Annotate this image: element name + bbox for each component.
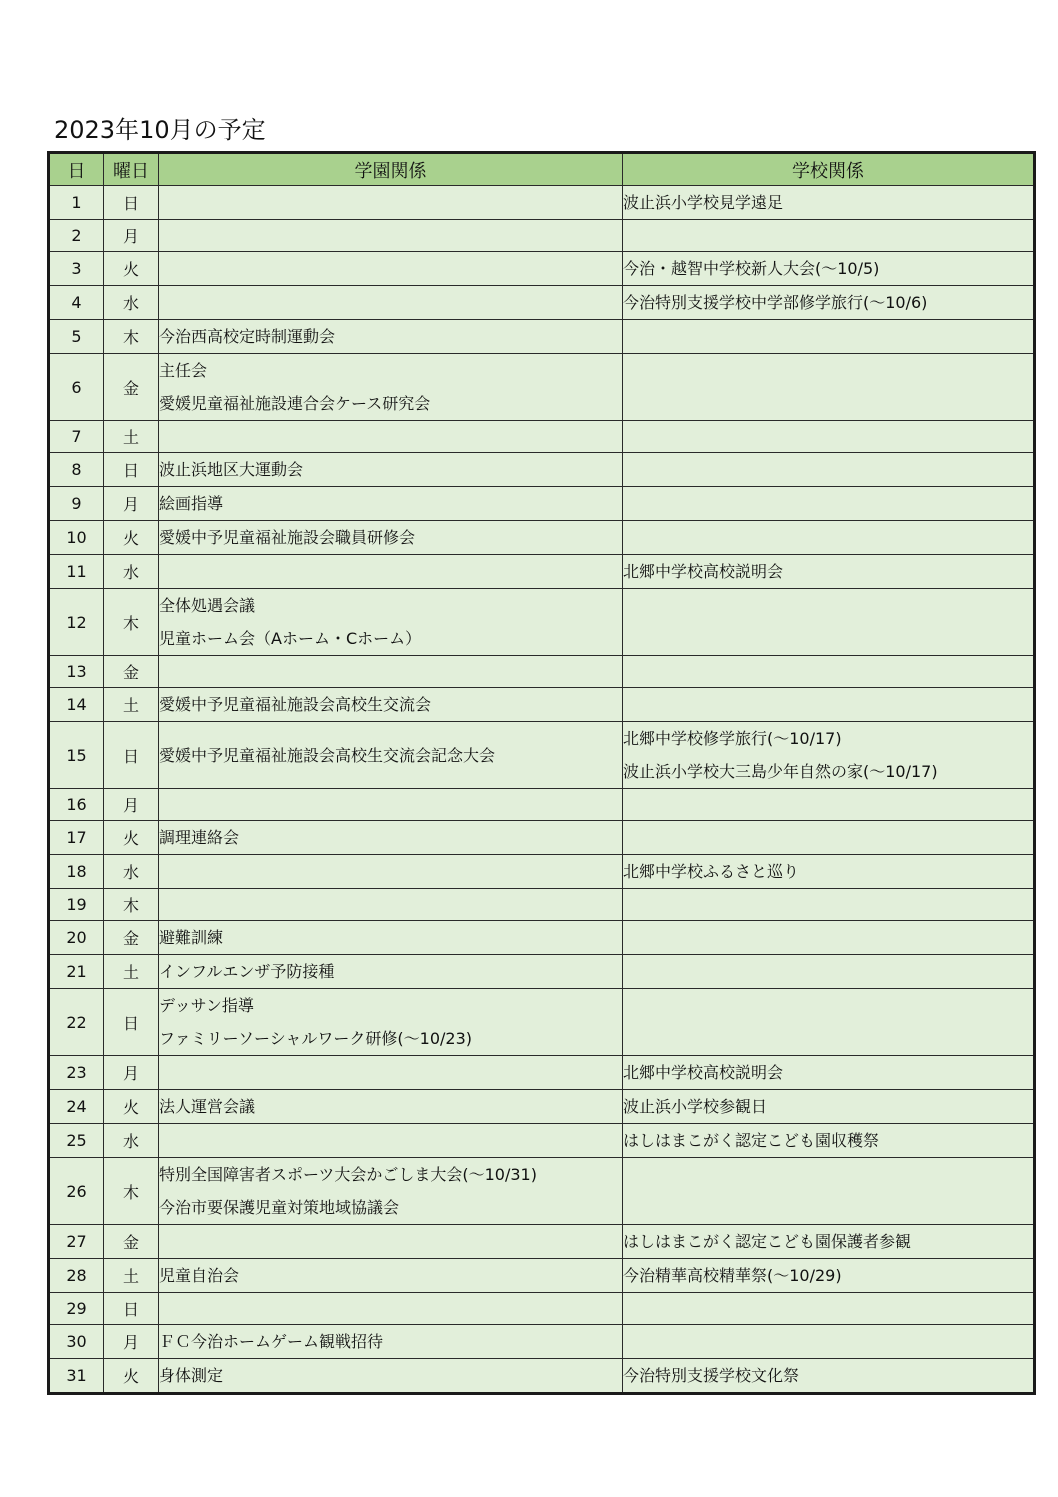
table-row (49, 589, 1035, 656)
gakko-event: 北郷中学校高校説明会 (623, 1063, 784, 1082)
gakuen-cell (159, 1225, 623, 1259)
gakko-event: 北郷中学校修学旅行(〜10/17) (623, 729, 842, 748)
table-row (49, 1259, 1035, 1293)
gakko-cell (623, 555, 1035, 589)
table-row (49, 989, 1035, 1056)
gakuen-cell (159, 688, 623, 722)
weekday-cell: 日 (104, 186, 159, 220)
gakko-event: はしはまこがく認定こども園収穫祭 (623, 1131, 880, 1150)
weekday-cell: 火 (104, 521, 159, 555)
weekday-cell: 火 (104, 821, 159, 855)
gakko-cell (623, 955, 1035, 989)
gakko-cell (623, 855, 1035, 889)
gakuen-event: 児童自治会 (159, 1266, 240, 1285)
weekday-cell: 木 (104, 589, 159, 656)
weekday-cell: 水 (104, 555, 159, 589)
gakuen-cell (159, 1259, 623, 1293)
gakuen-event: 波止浜地区大運動会 (159, 460, 304, 479)
table-row (49, 688, 1035, 722)
weekday-cell: 金 (104, 1225, 159, 1259)
day-cell: 9 (49, 487, 104, 521)
gakuen-cell (159, 1325, 623, 1359)
gakko-cell (623, 186, 1035, 220)
weekday-cell: 木 (104, 889, 159, 921)
day-cell: 7 (49, 421, 104, 453)
weekday-cell: 木 (104, 1158, 159, 1225)
gakuen-cell (159, 220, 623, 252)
weekday-cell: 土 (104, 688, 159, 722)
weekday-cell: 日 (104, 722, 159, 789)
weekday-cell: 月 (104, 1056, 159, 1090)
weekday-cell: 水 (104, 1124, 159, 1158)
gakuen-cell (159, 656, 623, 688)
table-row (49, 1225, 1035, 1259)
gakko-event: 今治特別支援学校文化祭 (623, 1366, 800, 1385)
gakuen-cell (159, 453, 623, 487)
weekday-cell: 火 (104, 1359, 159, 1394)
day-cell: 12 (49, 589, 104, 656)
gakko-event: 今治・越智中学校新人大会(〜10/5) (623, 259, 880, 278)
weekday-cell: 月 (104, 1325, 159, 1359)
schedule-body (49, 186, 1035, 1394)
gakko-event: はしはまこがく認定こども園保護者参観 (623, 1232, 912, 1251)
day-cell: 16 (49, 789, 104, 821)
gakuen-event: 身体測定 (159, 1366, 224, 1385)
gakuen-cell (159, 1124, 623, 1158)
gakuen-event: 児童ホーム会（Aホーム・Cホーム） (159, 629, 422, 648)
table-row (49, 921, 1035, 955)
weekday-cell: 月 (104, 487, 159, 521)
day-cell: 18 (49, 855, 104, 889)
day-cell: 4 (49, 286, 104, 320)
table-row (49, 1124, 1035, 1158)
gakko-cell (623, 821, 1035, 855)
gakko-cell (623, 1259, 1035, 1293)
gakuen-cell (159, 955, 623, 989)
day-cell: 8 (49, 453, 104, 487)
day-cell: 29 (49, 1293, 104, 1325)
weekday-cell: 土 (104, 421, 159, 453)
gakuen-cell (159, 555, 623, 589)
weekday-cell: 火 (104, 1090, 159, 1124)
gakuen-cell (159, 1158, 623, 1225)
gakko-cell (623, 889, 1035, 921)
header-gakuen: 学園関係 (159, 153, 623, 186)
day-cell: 21 (49, 955, 104, 989)
gakko-cell (623, 656, 1035, 688)
gakuen-event: 法人運営会議 (159, 1097, 256, 1116)
gakuen-cell (159, 1293, 623, 1325)
weekday-cell: 月 (104, 220, 159, 252)
gakuen-cell (159, 487, 623, 521)
gakuen-cell (159, 589, 623, 656)
gakko-cell (623, 789, 1035, 821)
table-row (49, 286, 1035, 320)
weekday-cell: 月 (104, 789, 159, 821)
table-row (49, 220, 1035, 252)
gakko-cell (623, 521, 1035, 555)
gakko-cell (623, 354, 1035, 421)
day-cell: 5 (49, 320, 104, 354)
day-cell: 20 (49, 921, 104, 955)
table-row (49, 320, 1035, 354)
gakko-event: 波止浜小学校大三島少年自然の家(〜10/17) (623, 762, 938, 781)
header-row (49, 153, 1035, 186)
gakko-cell (623, 1325, 1035, 1359)
gakuen-cell (159, 1090, 623, 1124)
gakuen-event: 愛媛中予児童福祉施設会高校生交流会 (159, 695, 432, 714)
header-dow: 曜日 (104, 153, 159, 186)
gakko-event: 波止浜小学校見学遠足 (623, 193, 784, 212)
gakuen-cell (159, 855, 623, 889)
header-gakko: 学校関係 (623, 153, 1035, 186)
gakuen-cell (159, 1359, 623, 1394)
day-cell: 24 (49, 1090, 104, 1124)
day-cell: 25 (49, 1124, 104, 1158)
weekday-cell: 土 (104, 955, 159, 989)
gakuen-cell (159, 921, 623, 955)
gakko-event: 今治特別支援学校中学部修学旅行(〜10/6) (623, 293, 928, 312)
gakko-event: 北郷中学校ふるさと巡り (623, 862, 800, 881)
day-cell: 22 (49, 989, 104, 1056)
gakko-cell (623, 421, 1035, 453)
gakko-cell (623, 286, 1035, 320)
gakuen-cell (159, 1056, 623, 1090)
day-cell: 27 (49, 1225, 104, 1259)
gakuen-cell (159, 821, 623, 855)
gakuen-event: ＦＣ今治ホームゲーム観戦招待 (159, 1332, 384, 1351)
header-day: 日 (49, 153, 104, 186)
gakuen-cell (159, 889, 623, 921)
gakko-cell (623, 722, 1035, 789)
gakuen-event: 全体処遇会議 (159, 596, 256, 615)
table-row (49, 487, 1035, 521)
table-row (49, 1158, 1035, 1225)
weekday-cell: 日 (104, 453, 159, 487)
gakko-cell (623, 1225, 1035, 1259)
gakuen-event: デッサン指導 (159, 996, 254, 1015)
weekday-cell: 金 (104, 921, 159, 955)
gakko-cell (623, 320, 1035, 354)
gakko-event: 波止浜小学校参観日 (623, 1097, 768, 1116)
table-row (49, 421, 1035, 453)
gakko-cell (623, 1056, 1035, 1090)
gakuen-cell (159, 722, 623, 789)
table-row (49, 1090, 1035, 1124)
gakuen-event: 今治西高校定時制運動会 (159, 327, 336, 346)
day-cell: 30 (49, 1325, 104, 1359)
gakuen-cell (159, 320, 623, 354)
gakko-cell (623, 1293, 1035, 1325)
table-row (49, 453, 1035, 487)
gakko-cell (623, 1090, 1035, 1124)
gakuen-event: 愛媛中予児童福祉施設会職員研修会 (159, 528, 416, 547)
gakuen-cell (159, 252, 623, 286)
gakuen-event: 今治市要保護児童対策地域協議会 (159, 1198, 400, 1217)
gakuen-event: ファミリーソーシャルワーク研修(〜10/23) (159, 1029, 472, 1048)
gakko-cell (623, 589, 1035, 656)
day-cell: 6 (49, 354, 104, 421)
gakko-cell (623, 1359, 1035, 1394)
gakuen-cell (159, 186, 623, 220)
weekday-cell: 日 (104, 1293, 159, 1325)
day-cell: 3 (49, 252, 104, 286)
day-cell: 13 (49, 656, 104, 688)
weekday-cell: 水 (104, 286, 159, 320)
table-row (49, 1325, 1035, 1359)
day-cell: 28 (49, 1259, 104, 1293)
table-row (49, 521, 1035, 555)
gakuen-event: インフルエンザ予防接種 (159, 962, 335, 981)
gakuen-cell (159, 286, 623, 320)
gakuen-event: 愛媛中予児童福祉施設会高校生交流会記念大会 (159, 745, 496, 765)
gakuen-cell (159, 421, 623, 453)
gakko-cell (623, 1124, 1035, 1158)
day-cell: 2 (49, 220, 104, 252)
weekday-cell: 火 (104, 252, 159, 286)
gakuen-event: 避難訓練 (159, 928, 224, 947)
day-cell: 10 (49, 521, 104, 555)
gakko-cell (623, 989, 1035, 1056)
day-cell: 11 (49, 555, 104, 589)
gakko-cell (623, 921, 1035, 955)
gakko-cell (623, 220, 1035, 252)
table-row (49, 656, 1035, 688)
gakuen-cell (159, 354, 623, 421)
table-row (49, 855, 1035, 889)
gakuen-cell (159, 521, 623, 555)
gakko-cell (623, 1158, 1035, 1225)
gakuen-event: 愛媛児童福祉施設連合会ケース研究会 (159, 394, 431, 413)
gakko-cell (623, 453, 1035, 487)
day-cell: 1 (49, 186, 104, 220)
gakko-cell (623, 688, 1035, 722)
table-row (49, 722, 1035, 789)
gakuen-event: 調理連絡会 (159, 828, 240, 847)
gakko-event: 北郷中学校高校説明会 (623, 562, 784, 581)
day-cell: 17 (49, 821, 104, 855)
day-cell: 19 (49, 889, 104, 921)
day-cell: 31 (49, 1359, 104, 1394)
table-row (49, 789, 1035, 821)
table-row (49, 1359, 1035, 1394)
table-row (49, 889, 1035, 921)
gakuen-event: 特別全国障害者スポーツ大会かごしま大会(〜10/31) (159, 1165, 537, 1184)
table-row (49, 186, 1035, 220)
weekday-cell: 金 (104, 354, 159, 421)
gakuen-event: 主任会 (159, 361, 208, 380)
table-row (49, 955, 1035, 989)
table-row (49, 354, 1035, 421)
weekday-cell: 木 (104, 320, 159, 354)
weekday-cell: 土 (104, 1259, 159, 1293)
schedule-table (47, 151, 1036, 1395)
table-row (49, 1293, 1035, 1325)
gakko-cell (623, 487, 1035, 521)
table-row (49, 555, 1035, 589)
gakko-event: 今治精華高校精華祭(〜10/29) (623, 1266, 842, 1285)
weekday-cell: 水 (104, 855, 159, 889)
weekday-cell: 日 (104, 989, 159, 1056)
page-title: 2023年10月の予定 (54, 116, 266, 144)
table-row (49, 821, 1035, 855)
weekday-cell: 金 (104, 656, 159, 688)
day-cell: 26 (49, 1158, 104, 1225)
day-cell: 14 (49, 688, 104, 722)
gakuen-event: 絵画指導 (159, 494, 224, 513)
day-cell: 15 (49, 722, 104, 789)
gakuen-cell (159, 789, 623, 821)
table-row (49, 252, 1035, 286)
gakuen-cell (159, 989, 623, 1056)
day-cell: 23 (49, 1056, 104, 1090)
gakko-cell (623, 252, 1035, 286)
table-row (49, 1056, 1035, 1090)
